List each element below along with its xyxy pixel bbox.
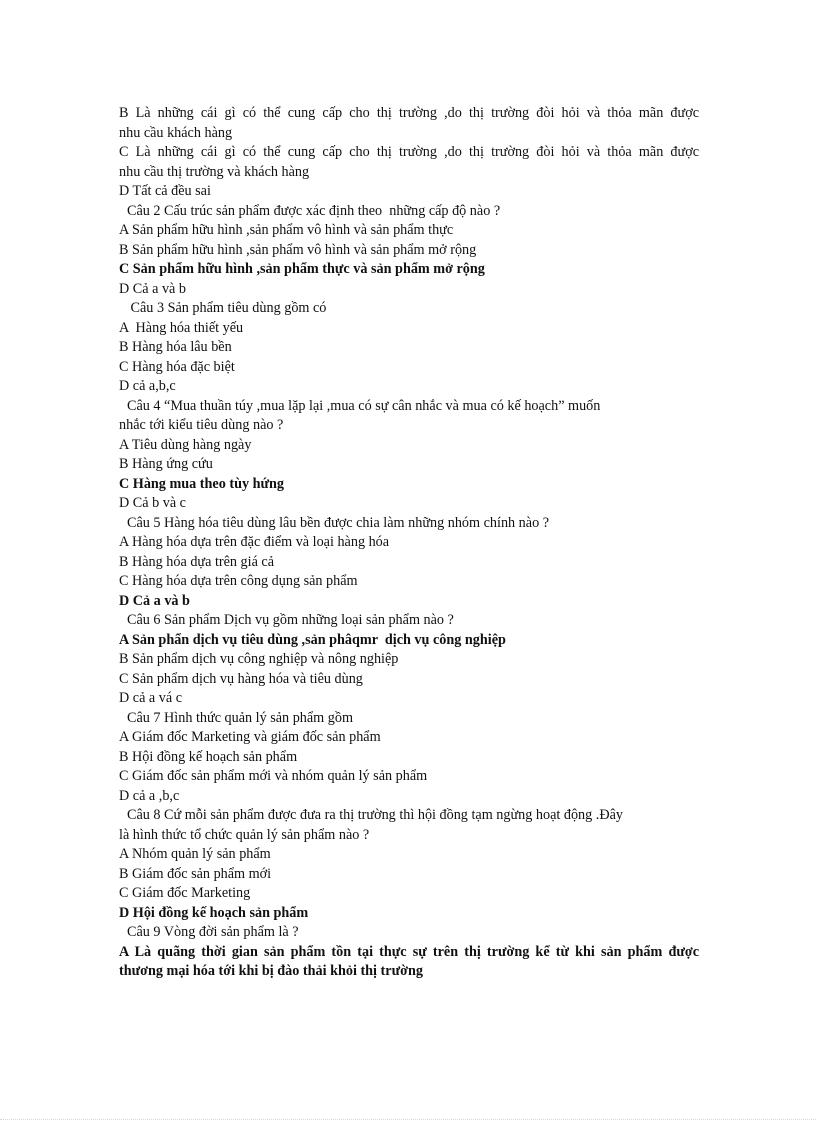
answer-line: là hình thức tổ chức quản lý sản phẩm nào ? [119, 826, 370, 843]
question-line: Câu 4 “Mua thuần túy ,mua lặp lại ,mua có sự cân nhắc và mua có kế hoạch” muốn [127, 397, 601, 414]
answer-line: C Sản phẩm hữu hình ,sản phẩm thực và sản phẩm mở rộng [119, 261, 485, 277]
answer-line: C Là những cái gì có thể cung cấp cho thị trường ,do thị trường đòi hỏi và thỏa mãn được [119, 144, 699, 160]
answer-line: D cả a vá c [119, 690, 183, 706]
answer-line: B Giám đốc sản phẩm mới [119, 865, 272, 882]
answer-line: nhắc tới kiểu tiêu dùng nào ? [119, 417, 284, 433]
answer-line: C Giám đốc Marketing [119, 885, 251, 901]
answer-line: B Hội đồng kế hoạch sản phẩm [119, 748, 298, 765]
question-line: Câu 6 Sản phẩm Dịch vụ gồm những loại sản phẩm nào ? [127, 612, 454, 628]
question-line: Câu 8 Cứ mỗi sản phẩm được đưa ra thị trường thì hội đồng tạm ngừng hoạt động .Đây [127, 807, 623, 823]
answer-line: C Sản phẩm dịch vụ hàng hóa và tiêu dùng [119, 670, 363, 687]
question-line: Câu 7 Hình thức quản lý sản phẩm gồm [127, 709, 353, 726]
answer-line: C Giám đốc sản phẩm mới và nhóm quản lý sản phẩm [119, 768, 428, 784]
answer-line: B Hàng ứng cứu [119, 456, 213, 472]
answer-line: A Nhóm quản lý sản phẩm [119, 846, 271, 862]
answer-line: B Sản phẩm hữu hình ,sản phẩm vô hình và sản phẩm mở rộng [119, 241, 477, 258]
answer-line: C Hàng mua theo tùy hứng [119, 475, 284, 492]
answer-line: nhu cầu khách hàng [119, 124, 233, 141]
answer-line: A Tiêu dùng hàng ngày [119, 436, 252, 453]
question-line: Câu 5 Hàng hóa tiêu dùng lâu bền được chia làm những nhóm chính nào ? [127, 514, 550, 531]
answer-line: D Hội đồng kế hoạch sản phẩm [119, 904, 309, 921]
page-edge-divider [0, 1119, 816, 1120]
question-line: Câu 2 Cấu trúc sản phẩm được xác định theo những cấp độ nào ? [127, 202, 501, 219]
answer-line: B Hàng hóa dựa trên giá cả [119, 553, 275, 570]
answer-line: C Hàng hóa dựa trên công dụng sản phẩm [119, 573, 358, 589]
answer-line: B Sản phẩm dịch vụ công nghiệp và nông nghiệp [119, 651, 399, 667]
answer-line: D Cả b và c [119, 495, 186, 511]
document-body [119, 104, 699, 982]
answer-line: A Sản phẩn dịch vụ tiêu dùng ,sản phâqmr dịch vụ công nghiệp [119, 631, 506, 648]
answer-line: A Là quãng thời gian sản phẩm tồn tại thực sự trên thị trường kể từ khi sản phẩm được [119, 943, 699, 960]
answer-line: A Hàng hóa dựa trên đặc điểm và loại hàng hóa [119, 534, 390, 550]
answer-line: C Hàng hóa đặc biệt [119, 358, 235, 375]
answer-line: A Giám đốc Marketing và giám đốc sản phẩm [119, 729, 381, 745]
answer-line: D Tất cả đều sai [119, 183, 211, 199]
answer-line: D cả a ,b,c [119, 787, 180, 804]
answer-line: A Sản phẩm hữu hình ,sản phẩm vô hình và sản phẩm thực [119, 222, 454, 238]
answer-line: D Cả a và b [119, 592, 190, 609]
answer-line: D cả a,b,c [119, 378, 176, 394]
answer-line: A Hàng hóa thiết yếu [119, 319, 244, 336]
answer-line: D Cả a và b [119, 280, 186, 297]
question-line: Câu 9 Vòng đời sản phẩm là ? [127, 924, 299, 940]
answer-line: B Là những cái gì có thể cung cấp cho thị trường ,do thị trường đòi hỏi và thỏa mãn được [119, 105, 699, 121]
answer-line: B Hàng hóa lâu bền [119, 339, 232, 355]
answer-line: thương mại hóa tới khi bị đào thải khỏi thị trường [119, 963, 423, 979]
question-line: Câu 3 Sản phẩm tiêu dùng gồm có [127, 300, 327, 316]
answer-line: nhu cầu thị trường và khách hàng [119, 163, 310, 180]
